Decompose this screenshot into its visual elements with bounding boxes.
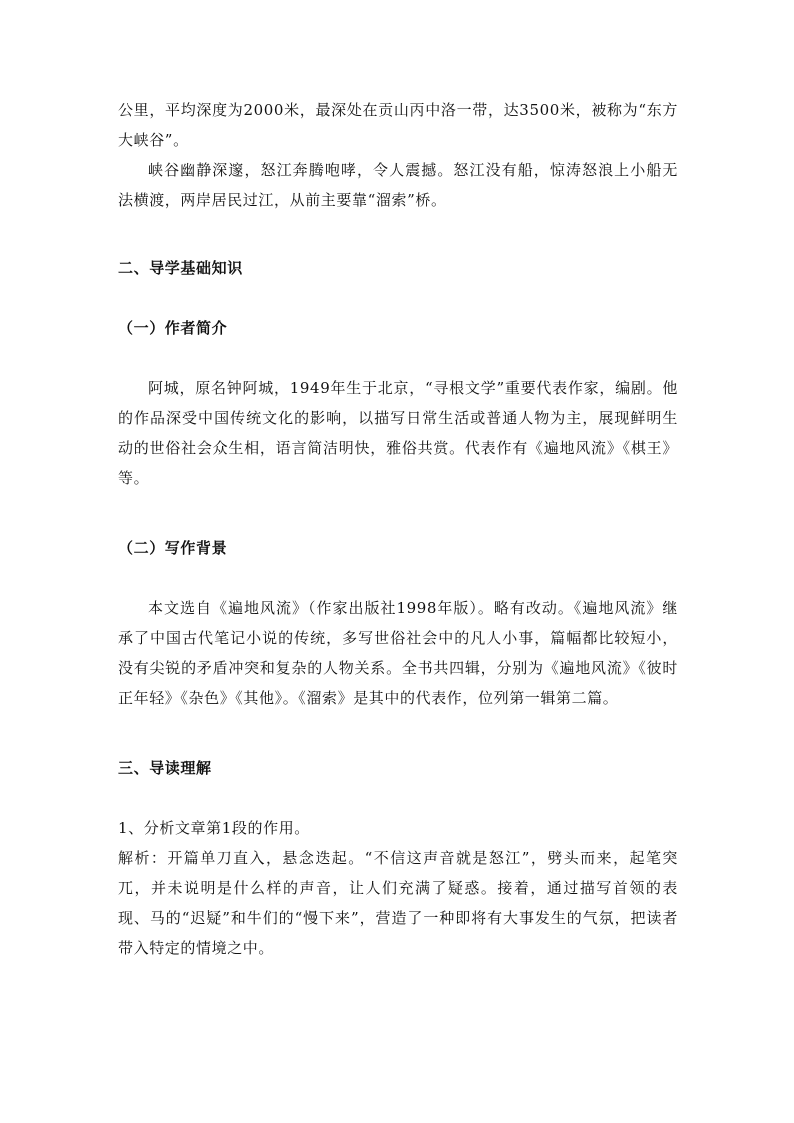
- writing-background-text: 本文选自《遍地风流》（作家出版社1998年版）。略有改动。《遍地风流》继承了中国古代笔记小说的传统，多写世俗社会中的凡人小事，篇幅都比较短小，没有尖锐的矛盾冲突和复杂的人物关系。全书共四辑，分别为《遍地风流》《彼时正年轻》《杂色》《其他》。《溜索》是其中的代表作，位列第一辑第二篇。: [118, 599, 678, 707]
- section-3-heading: 三、导读理解: [118, 759, 212, 777]
- intro-paragraph-1: 公里，平均深度为2000米，最深处在贡山丙中洛一带，达3500米，被称为“东方大峡谷”。: [118, 101, 678, 149]
- question-1: 1、分析文章第1段的作用。: [118, 819, 310, 837]
- author-intro-text: 阿城，原名钟阿城，1949年生于北京，“寻根文学”重要代表作家，编剧。他的作品深受中国传统文化的影响，以描写日常生活或普通人物为主，展现鲜明生动的世俗社会众生相，语言简洁明快，雅俗共赏。代表作有《遍地风流》《棋王》等。: [118, 379, 678, 487]
- section-2-heading: 二、导学基础知识: [118, 259, 243, 277]
- author-intro-heading: （一）作者简介: [118, 319, 228, 337]
- writing-background-heading: （二）写作背景: [118, 539, 228, 557]
- intro-paragraph-2: 峡谷幽静深邃，怒江奔腾咆哮，令人震撼。怒江没有船，惊涛怒浪上小船无法横渡，两岸居民过江，从前主要靠“溜索”桥。: [118, 161, 678, 209]
- answer-1: 解析：开篇单刀直入，悬念迭起。“不信这声音就是怒江”，劈头而来，起笔突兀，并未说明是什么样的声音，让人们充满了疑惑。接着，通过描写首领的表现、马的“迟疑”和牛们的“慢下来”，营造了一种即将有大事发生的气氛，把读者带入特定的情境之中。: [118, 849, 678, 957]
